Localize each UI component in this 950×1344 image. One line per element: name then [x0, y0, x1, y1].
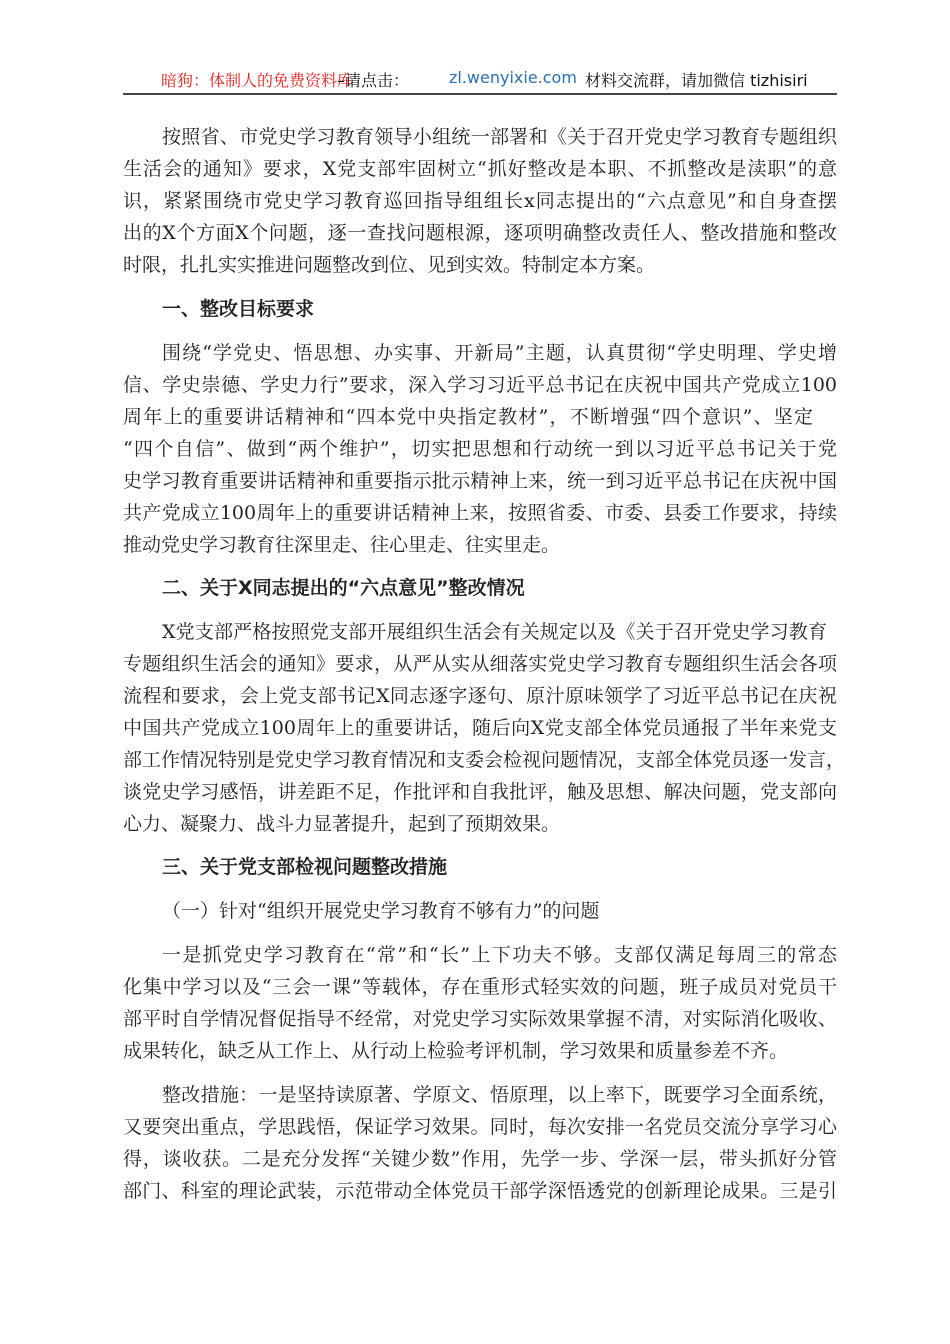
text-line: 共产党成立100周年上的重要讲话精神上来，按照省委、市委、县委工作要求，持续	[123, 502, 837, 524]
text-line: 部平时自学情况督促指导不经常，对党史学习实际效果掌握不清，对实际消化吸收、	[123, 1008, 837, 1030]
text-line: 心力、凝聚力、战斗力显著提升，起到了预期效果。	[123, 813, 561, 835]
text-line: 得，谈收获。二是充分发挥“关键少数”作用，先学一步、学深一层，带头抓好分管	[123, 1148, 837, 1170]
text-line: 信、学史崇德、学史力行”要求，深入学习习近平总书记在庆祝中国共产党成立100	[123, 374, 837, 396]
header-link[interactable]: zl.wenyixie.com	[449, 68, 577, 87]
text-line: 部工作情况特别是党史学习教育情况和支委会检视问题情况，支部全体党员逐一发言，	[123, 749, 846, 771]
text-line: X党支部严格按照党支部开展组织生活会有关规定以及《关于召开党史学习教育	[162, 621, 827, 643]
subsection-heading-1: （一）针对“组织开展党史学习教育不够有力”的问题	[162, 900, 600, 922]
text-line: 流程和要求，会上党支部书记X同志逐字逐句、原汁原味领学了习近平总书记在庆祝	[123, 685, 837, 707]
header-wechat: 材料交流群，请加微信 tizhisiri	[585, 71, 808, 90]
text-line: 成果转化，缺乏从工作上、从行动上检验考评机制，学习效果和质量参差不齐。	[123, 1040, 789, 1062]
text-line: 一是抓党史学习教育在“常”和“长”上下功夫不够。支部仅满足每周三的常态	[162, 944, 837, 966]
text-line: 整改措施：一是坚持读原著、学原文、悟原理，以上率下，既要学习全面系统，	[162, 1084, 837, 1106]
text-line: 史学习教育重要讲话精神和重要指示批示精神上来，统一到习近平总书记在庆祝中国	[123, 470, 837, 492]
text-line: “四个自信”、做到“两个维护”，切实把思想和行动统一到以习近平总书记关于党	[123, 438, 837, 460]
text-line: 围绕“学党史、悟思想、办实事、开新局”主题，认真贯彻“学史明理、学史增	[162, 342, 837, 364]
text-line: 周年上的重要讲话精神和“四本党中央指定教材”，不断增强“四个意识”、坚定	[123, 406, 813, 428]
header-click-label: –请点击：	[337, 71, 410, 90]
section-heading-3: 三、关于党支部检视问题整改措施	[162, 856, 448, 878]
text-line: 部门、科室的理论武装，示范带动全体党员干部学深悟透党的创新理论成果。三是引	[123, 1180, 837, 1202]
text-line: 生活会的通知》要求，X党支部牢固树立“抓好整改是本职、不抓整改是渎职”的意	[123, 158, 837, 180]
text-line: 时限，扎扎实实推进问题整改到位、见到实效。特制定本方案。	[123, 254, 656, 276]
text-line: 出的X个方面X个问题，逐一查找问题根源，逐项明确整改责任人、整改措施和整改	[123, 222, 837, 244]
section-heading-2: 二、关于X同志提出的“六点意见”整改情况	[162, 577, 525, 599]
header-brand: 暗狗：体制人的免费资料库	[161, 71, 354, 90]
page-header	[123, 68, 837, 92]
text-line: 推动党史学习教育往深里走、往心里走、往实里走。	[123, 534, 561, 556]
text-line: 化集中学习以及“三会一课”等载体，存在重形式轻实效的问题，班子成员对党员干	[123, 976, 837, 998]
text-line: 谈党史学习感悟，讲差距不足，作批评和自我批评，触及思想、解决问题，党支部向	[123, 781, 837, 803]
header-divider	[123, 93, 837, 95]
text-line: 又要突出重点，学思践悟，保证学习效果。同时，每次安排一名党员交流分享学习心	[123, 1116, 837, 1138]
section-heading-1: 一、整改目标要求	[162, 298, 315, 320]
text-line: 识，紧紧围绕市党史学习教育巡回指导组组长x同志提出的“六点意见”和自身查摆	[123, 190, 837, 212]
text-line: 按照省、市党史学习教育领导小组统一部署和《关于召开党史学习教育专题组织	[162, 126, 837, 148]
text-line: 专题组织生活会的通知》要求，从严从实从细落实党史学习教育专题组织生活会各项	[123, 653, 837, 675]
text-line: 中国共产党成立100周年上的重要讲话，随后向X党支部全体党员通报了半年来党支	[123, 717, 837, 739]
